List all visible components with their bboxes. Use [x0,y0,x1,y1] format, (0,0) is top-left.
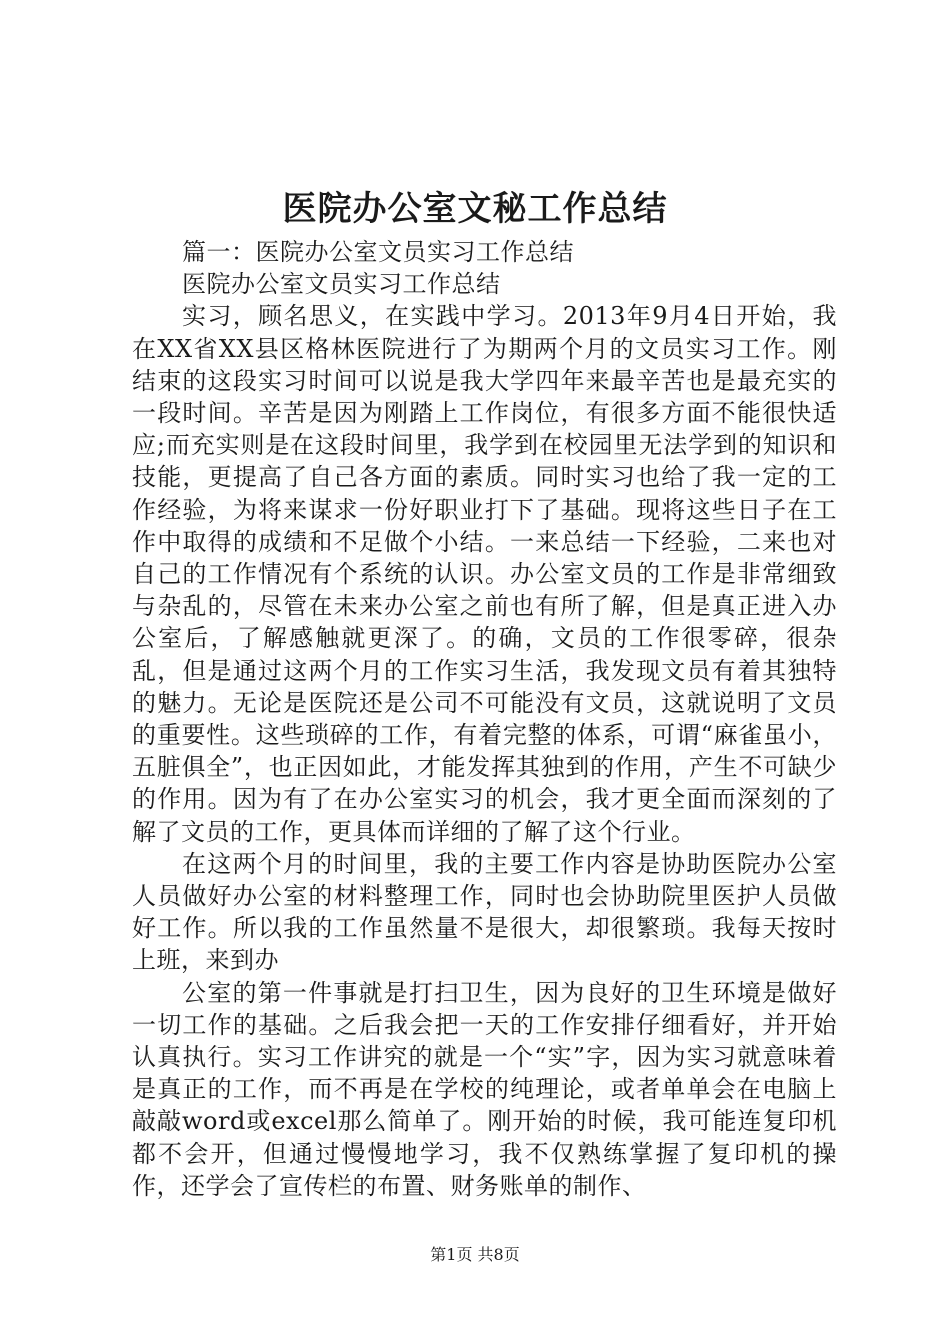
body-paragraph-3: 公室的第一件事就是打扫卫生，因为良好的卫生环境是做好一切工作的基础。之后我会把一天的工作安排仔细看好，并开始认真执行。实习工作讲究的就是一个“实”字，因为实习就意味着是真正的工作，而不再是在学校的纯理论，或者单单会在电脑上敲敲word或excel那么简单了。刚开始的时候，我可能连复印机都不会开，但通过慢慢地学习，我不仅熟练掌握了复印机的操作，还学会了宣传栏的布置、财务账单的制作、 [132,978,837,1200]
subheading-section: 医院办公室文员实习工作总结 [182,270,501,299]
body-paragraph-2: 在这两个月的时间里，我的主要工作内容是协助医院办公室人员做好办公室的材料整理工作，同时也会协助院里医护人员做好工作。所以我的工作虽然量不是很大，却很繁琐。我每天按时上班，来到办 [132,849,837,975]
document-title: 医院办公室文秘工作总结 [282,189,668,229]
document-body [132,236,837,1202]
subheading-chapter: 篇一：医院办公室文员实习工作总结 [182,238,574,266]
page-indicator: 第1页 共8页 [430,1245,520,1264]
body-paragraph-1: 实习，顾名思义，在实践中学习。2013年9月4日开始，我在XX省XX县区格林医院进行了为期两个月的文员实习工作。刚结束的这段实习时间可以说是我大学四年来最辛苦也是最充实的一段时间。辛苦是因为刚踏上工作岗位，有很多方面不能很快适应;而充实则是在这段时间里，我学到在校园里无法学到的知识和技能，更提高了自己各方面的素质。同时实习也给了我一定的工作经验，为将来谋求一份好职业打下了基础。现将这些日子在工作中取得的成绩和不足做个小结。一来总结一下经验，二来也对自己的工作情况有个系统的认识。办公室文员的工作是非常细致与杂乱的，尽管在未来办公室之前也有所了解，但是真正进入办公室后，了解感触就更深了。的确，文员的工作很零碎，很杂乱，但是通过这两个月的工作实习生活，我发现文员有着其独特的魅力。无论是医院还是公司不可能没有文员，这就说明了文员的重要性。这些琐碎的工作，有着完整的体系，可谓“麻雀虽小，五脏俱全”，也正因如此，才能发挥其独到的作用，产生不可缺少的作用。因为有了在办公室实习的机会，我才更全面而深刻的了解了文员的工作，更具体而详细的了解了这个行业。 [132,302,837,846]
